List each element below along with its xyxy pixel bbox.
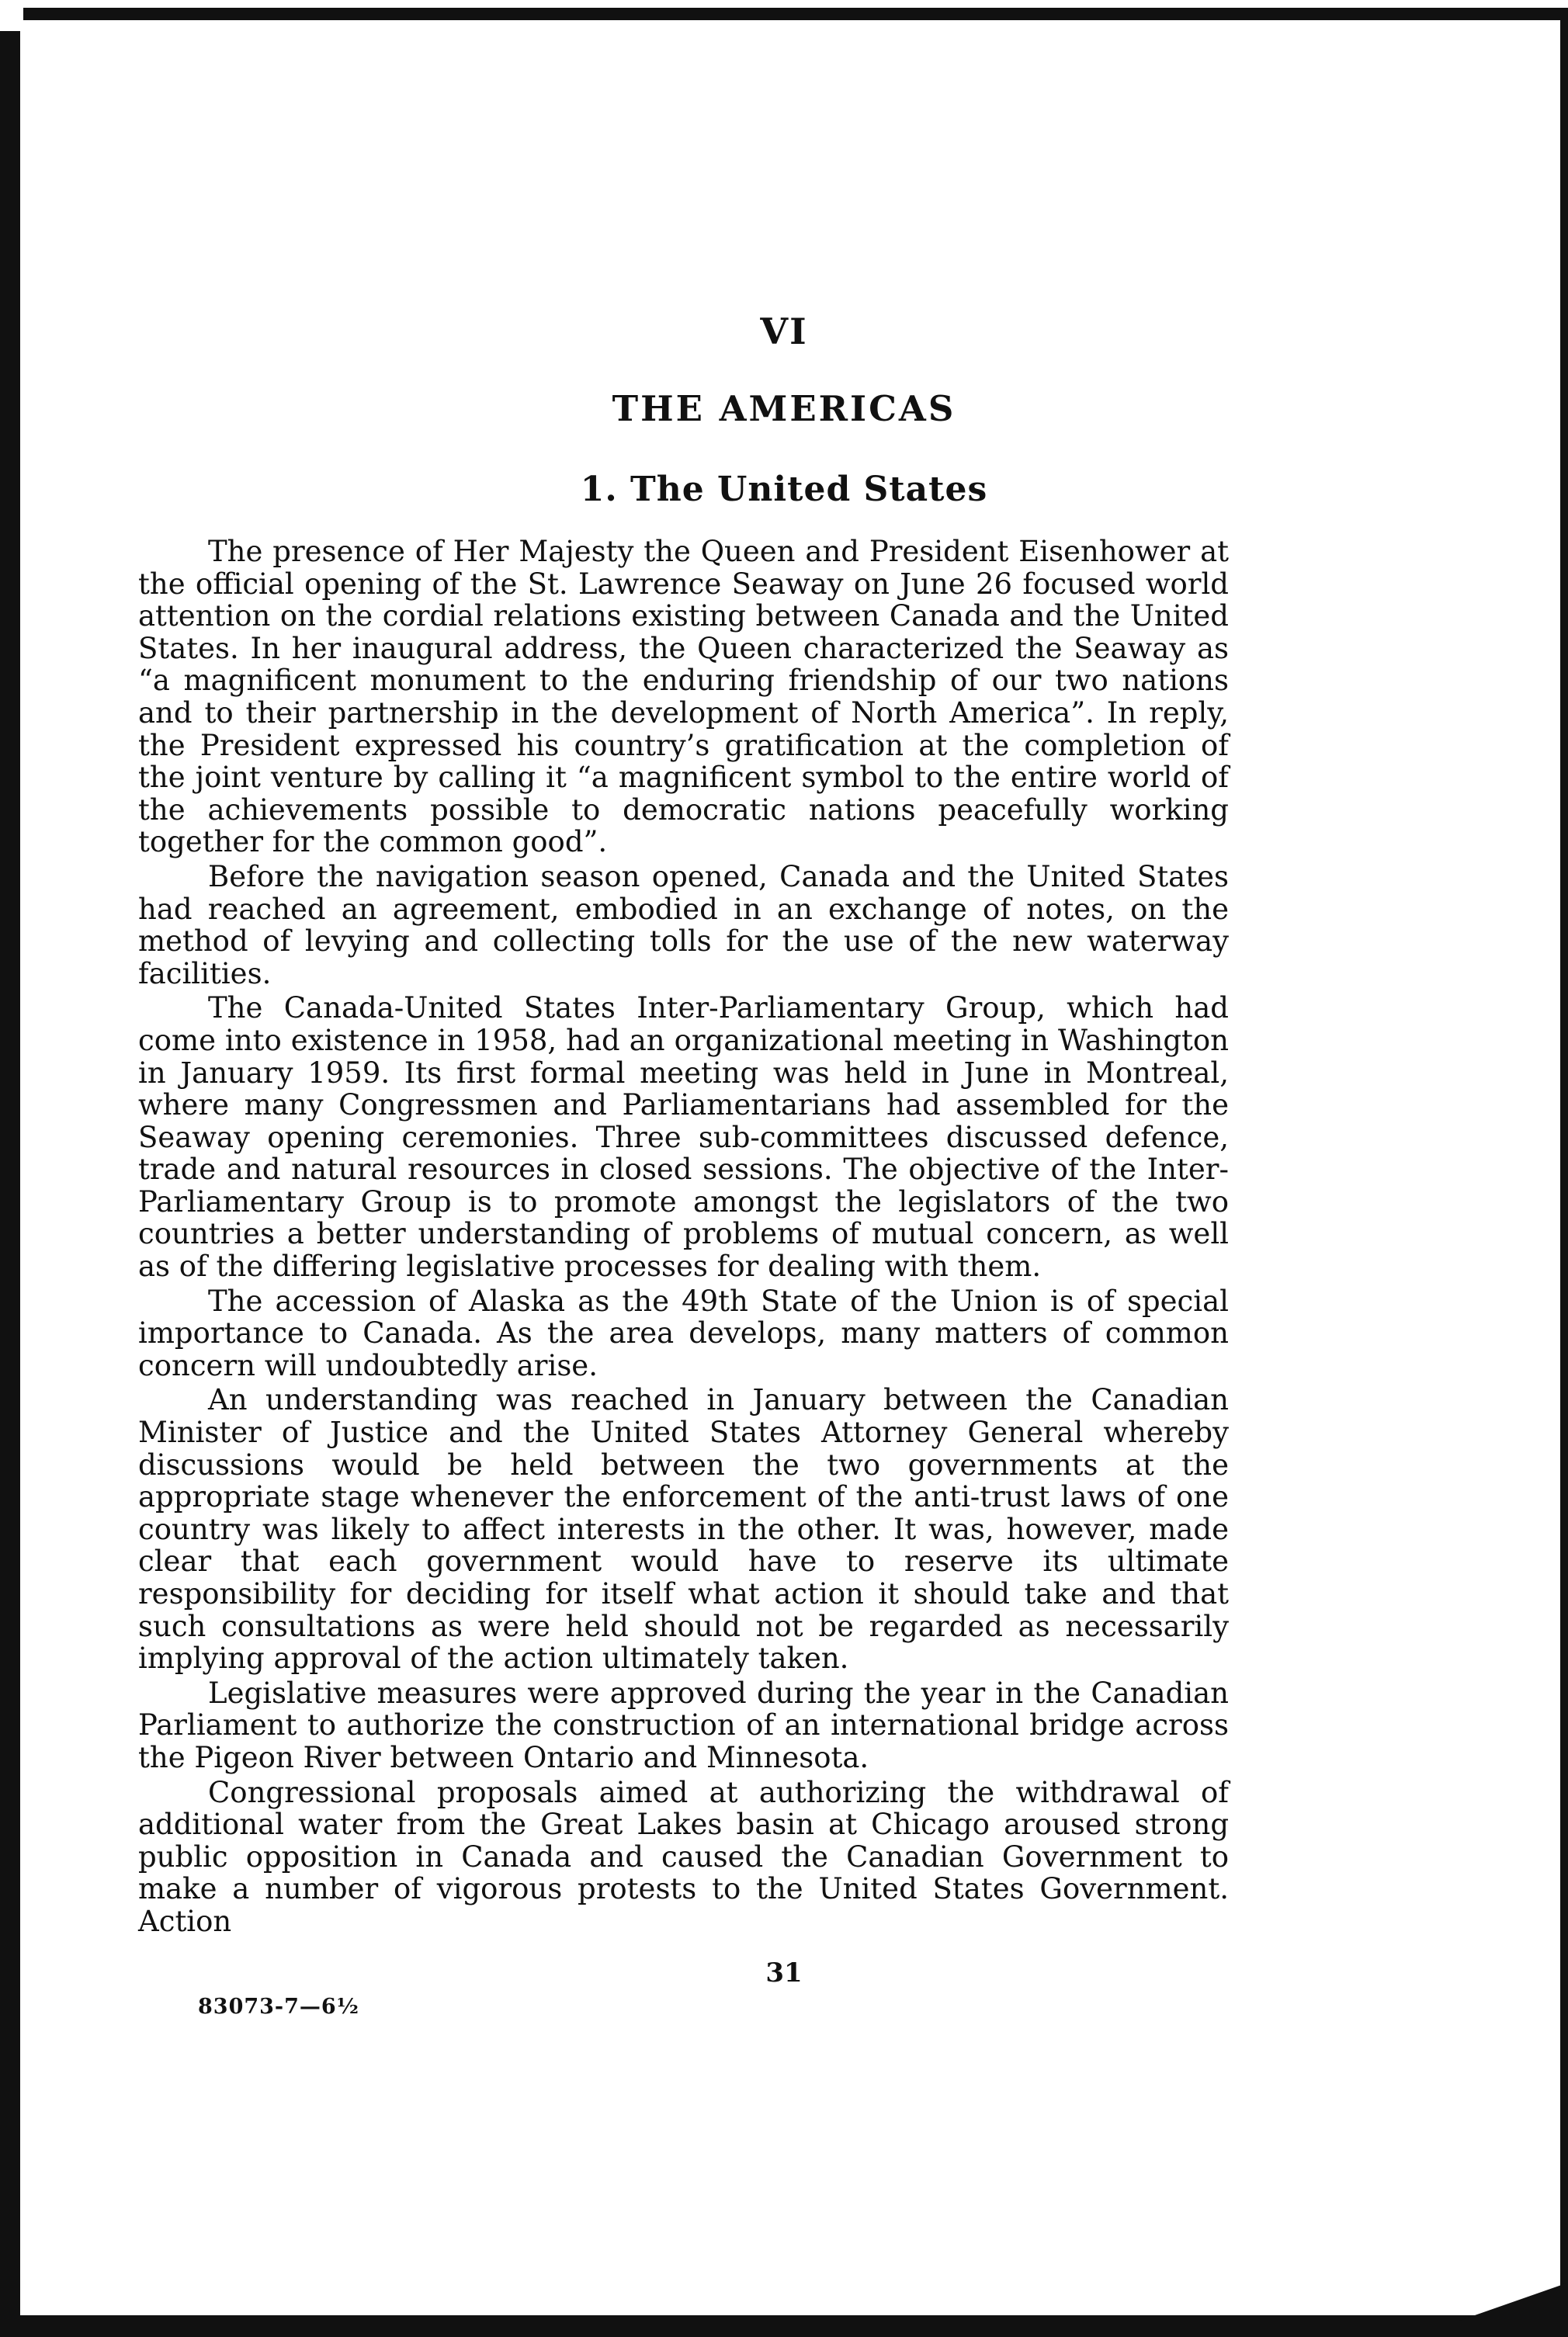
paragraph: The Canada-United States Inter-Parliamentary Group, which had come into existence in 1958, had an organizational meeting in Washington in January 1959. Its first formal meeting was held in June in Montreal, where many Congressmen and Parliamentarians had assembled for the Seaway opening ceremonies. Three sub-committees discussed defence, trade and natural resources in closed sessions. The objective of the Inter-Parliamentary Group is to promote amongst the legislators of the two countries a better understanding of problems of mutual concern, as well as of the differing legislative processes for dealing with them. <box>138 991 1229 1284</box>
paragraph: Legislative measures were approved during the year in the Canadian Parliament to authorize the construction of an international bridge across the Pigeon River between Ontario and Minnesota. <box>138 1676 1229 1774</box>
paragraph: The presence of Her Majesty the Queen and President Eisenhower at the official opening of the St. Lawrence Seaway on June 26 focused world attention on the cordial relations existing between Canada and the United States. In her inaugural address, the Queen characterized the Seaway as “a magnificent monument to the enduring friendship of our two nations and to their partnership in the development of North America”. In reply, the President expressed his country’s gratification at the completion of the joint venture by calling it “a magnificent symbol to the entire world of the achievements possible to democratic nations peacefully working together for the common good”. <box>138 535 1229 859</box>
scan-edge-bottom <box>0 2315 1475 2337</box>
section-title: 1. The United States <box>580 470 988 509</box>
printer-code: 83073-7—6½ <box>198 1995 359 2019</box>
paragraph: Congressional proposals aimed at authorizing the withdrawal of additional water from the Great Lakes basin at Chicago aroused strong public opposition in Canada and caused the Canadian Government to make a number of vigorous protests to the United States Government. Action <box>138 1775 1229 1938</box>
chapter-title: THE AMERICAS <box>612 388 956 429</box>
paragraph: The accession of Alaska as the 49th State of the Union is of special importance to Canada. As the area develops, many matters of common concern will undoubtedly arise. <box>138 1284 1229 1382</box>
scan-edge-top <box>23 8 1568 20</box>
chapter-number: VI <box>760 310 808 352</box>
scan-edge-bottom-corner <box>1459 2283 1568 2337</box>
body-text <box>138 536 1229 1940</box>
page-number: 31 <box>765 1957 803 1989</box>
paragraph: An understanding was reached in January between the Canadian Minister of Justice and the United States Attorney General whereby discussions would be held between the two governments at the appropriate stage whenever the enforcement of the anti-trust laws of one country was likely to affect interests in the other. It was, however, made clear that each government would have to reserve its ultimate responsibility for deciding for itself what action it should take and that such consultations as were held should not be regarded as necessarily implying approval of the action ultimately taken. <box>138 1383 1229 1676</box>
paragraph: Before the navigation season opened, Canada and the United States had reached an agreement, embodied in an exchange of notes, on the method of levying and collecting tolls for the use of the new waterway facilities. <box>138 859 1229 990</box>
